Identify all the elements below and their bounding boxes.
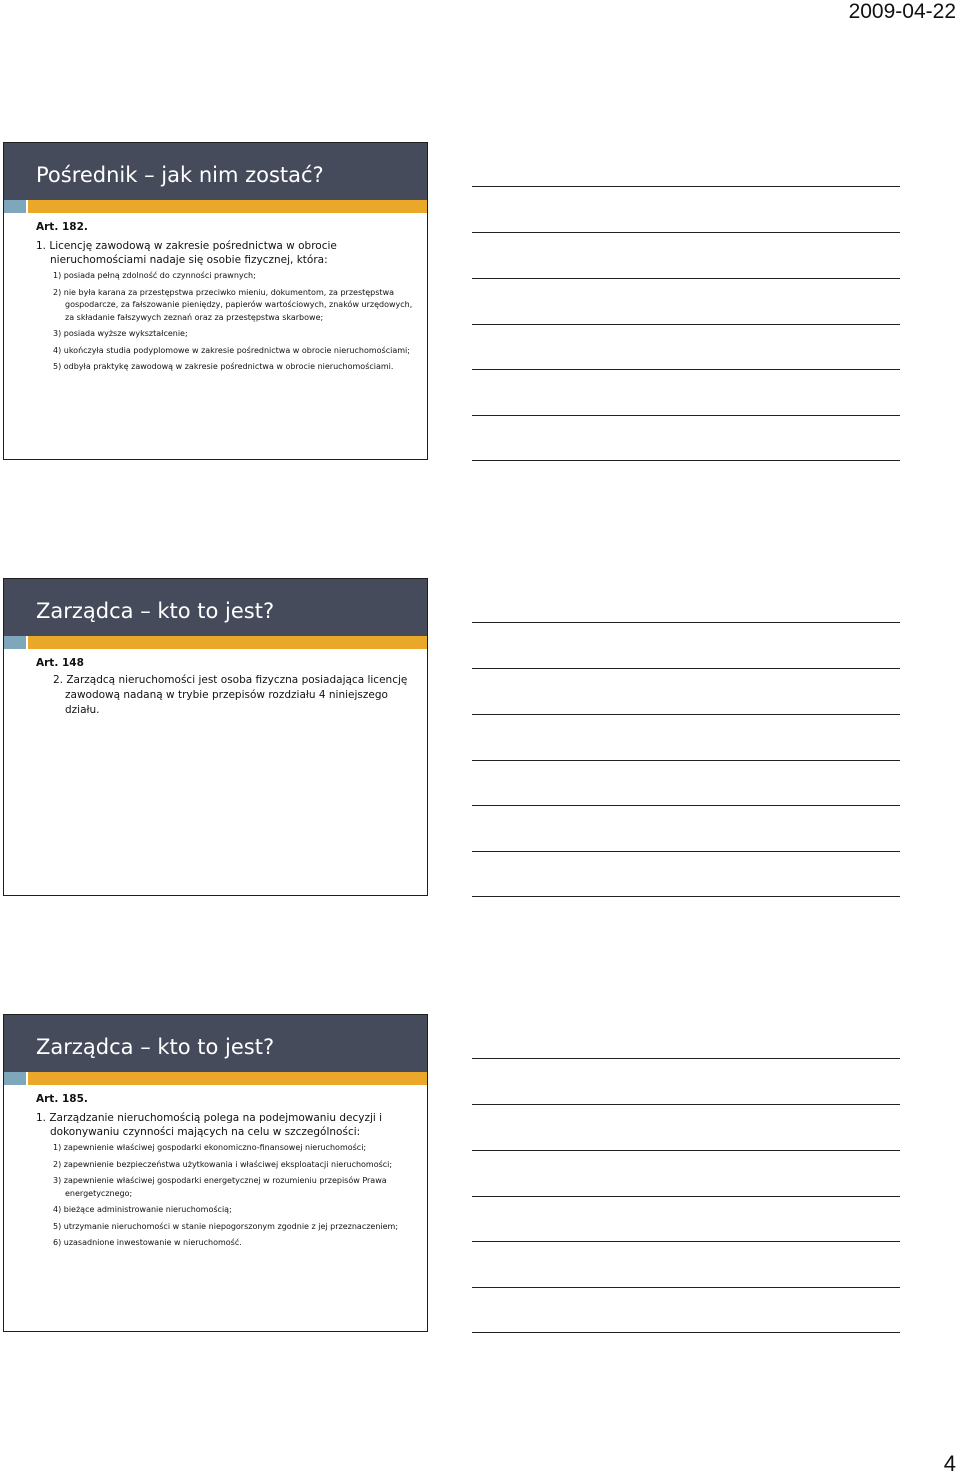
list-item: 4) bieżące administrowanie nieruchomością; xyxy=(53,1205,232,1214)
note-line xyxy=(472,232,900,233)
article-paragraph: 1. Zarządzanie nieruchomością polega na podejmowaniu decyzji i dokonywaniu czynności mających na celu w szczególności: xyxy=(36,1112,383,1138)
note-line xyxy=(472,1104,900,1105)
note-line xyxy=(472,1150,900,1151)
list-item: 2) nie była karana za przestępstwa przeciwko mieniu, dokumentom, za przestępstwa gospodarcze, za fałszowanie pieniędzy, papierów wartościowych, znaków urzędowych, za składanie fałszywych zeznań oraz za przestępstwa skarbowe; xyxy=(53,287,413,322)
note-line xyxy=(472,324,900,325)
accent-square xyxy=(4,636,26,649)
note-line xyxy=(472,896,900,897)
list-item: 5) utrzymanie nieruchomości w stanie niepogorszonym zgodnie z jej przeznaczeniem; xyxy=(53,1221,399,1231)
note-line xyxy=(472,805,900,806)
accent-square xyxy=(4,1072,26,1085)
list-item: 6) uzasadnione inwestowanie w nieruchomość. xyxy=(53,1238,242,1247)
note-line xyxy=(472,1332,900,1333)
note-line xyxy=(472,851,900,852)
article-number: Art. 182. xyxy=(36,221,88,233)
slide-title: Zarządca – kto to jest? xyxy=(36,1035,275,1059)
list-item: 1) posiada pełną zdolność do czynności prawnych; xyxy=(53,271,256,280)
page-number: 4 xyxy=(943,1451,956,1476)
note-line xyxy=(472,760,900,761)
accent-bar xyxy=(28,200,427,213)
note-line xyxy=(472,1287,900,1288)
note-line xyxy=(472,1058,900,1059)
article-number: Art. 185. xyxy=(36,1093,88,1105)
note-line xyxy=(472,186,900,187)
article-paragraph: 2. Zarządcą nieruchomości jest osoba fizyczna posiadająca licencję zawodową nadaną w trybie przepisów rozdziału 4 niniejszego działu. xyxy=(53,674,408,716)
list-item: 2) zapewnienie bezpieczeństwa użytkowania i właściwej eksploatacji nieruchomości; xyxy=(53,1159,393,1169)
slide-2 xyxy=(3,578,428,896)
slide-body xyxy=(36,1093,415,1254)
slide-3 xyxy=(3,1014,428,1332)
list-item: 3) zapewnienie właściwej gospodarki energetycznej w rozumieniu przepisów Prawa energetycznego; xyxy=(53,1176,387,1198)
article-number: Art. 148 xyxy=(36,657,84,669)
list-item: 3) posiada wyższe wykształcenie; xyxy=(53,329,188,338)
list-item: 1) zapewnienie właściwej gospodarki ekonomiczno-finansowej nieruchomości; xyxy=(53,1143,367,1152)
slide-title: Pośrednik – jak nim zostać? xyxy=(36,163,324,187)
slide-title: Zarządca – kto to jest? xyxy=(36,599,275,623)
note-line xyxy=(472,668,900,669)
note-line xyxy=(472,1196,900,1197)
accent-bar xyxy=(28,636,427,649)
accent-bar xyxy=(28,1072,427,1085)
article-paragraph: 1. Licencję zawodową w zakresie pośrednictwa w obrocie nieruchomościami nadaje się osobie fizycznej, która: xyxy=(36,240,337,266)
note-line xyxy=(472,1241,900,1242)
note-line xyxy=(472,460,900,461)
list-item: 4) ukończyła studia podyplomowe w zakresie pośrednictwa w obrocie nieruchomościami; xyxy=(53,345,410,355)
slide-body xyxy=(36,221,415,378)
note-line xyxy=(472,714,900,715)
slide-1 xyxy=(3,142,428,460)
note-line xyxy=(472,415,900,416)
accent-square xyxy=(4,200,26,213)
list-item: 5) odbyła praktykę zawodową w zakresie pośrednictwa w obrocie nieruchomościami. xyxy=(53,362,394,371)
slide-body xyxy=(36,657,415,718)
note-line xyxy=(472,278,900,279)
note-line xyxy=(472,369,900,370)
print-date: 2009-04-22 xyxy=(848,0,956,23)
note-line xyxy=(472,622,900,623)
